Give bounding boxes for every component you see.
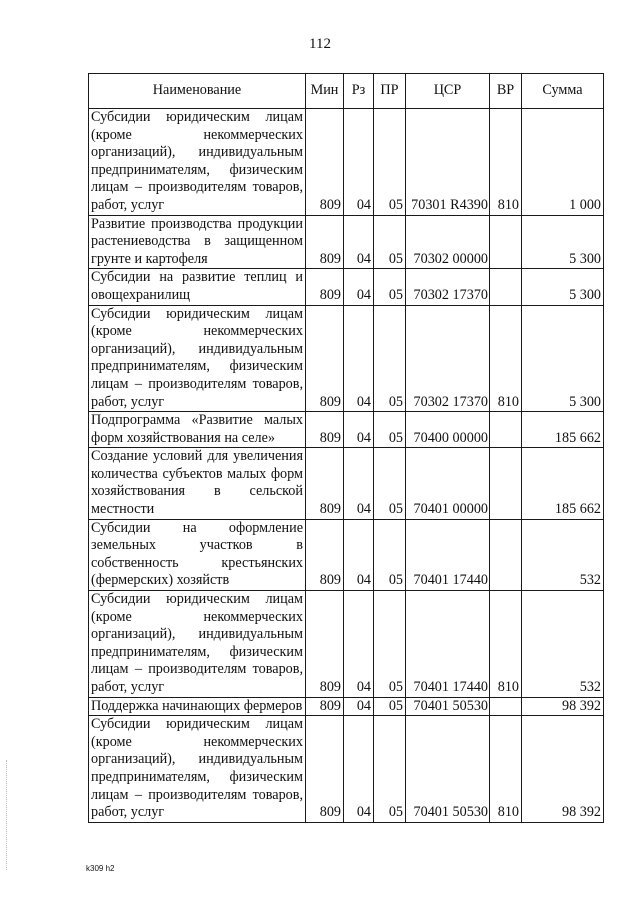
row-rz: 04 [344,448,374,519]
row-sum: 185 662 [522,412,604,448]
row-pr: 05 [374,697,406,716]
row-rz: 04 [344,412,374,448]
row-sum: 185 662 [522,448,604,519]
header-sum: Сумма [522,74,604,109]
row-sum: 5 300 [522,305,604,412]
row-csr: 70401 50530 [406,697,490,716]
row-pr: 05 [374,519,406,590]
row-vr [490,448,522,519]
row-vr: 810 [490,109,522,216]
table-row [89,109,604,216]
row-name: Создание условий для увеличения количества субъектов малых форм хозяйствования в сельской местности [89,448,306,519]
row-min: 809 [306,591,344,698]
row-rz: 04 [344,519,374,590]
row-sum: 532 [522,591,604,698]
table-row [89,591,604,698]
row-vr [490,697,522,716]
row-rz: 04 [344,215,374,269]
row-name: Субсидии юридическим лицам (кроме некоммерческих организаций), индивидуальным предпринимателям, физическим лицам – производителям товаров, работ, услуг [89,716,306,823]
table-row [89,448,604,519]
header-rz: Рз [344,74,374,109]
row-pr: 05 [374,109,406,216]
row-sum: 1 000 [522,109,604,216]
row-rz: 04 [344,269,374,305]
row-name: Субсидии юридическим лицам (кроме некоммерческих организаций), индивидуальным предпринимателям, физическим лицам – производителям товаров, работ, услуг [89,591,306,698]
row-min: 809 [306,697,344,716]
row-pr: 05 [374,591,406,698]
row-sum: 98 392 [522,697,604,716]
row-name: Поддержка начинающих фермеров [89,697,306,716]
row-min: 809 [306,412,344,448]
header-csr: ЦСР [406,74,490,109]
table-row [89,412,604,448]
table-row [89,697,604,716]
row-vr: 810 [490,591,522,698]
row-vr [490,412,522,448]
row-pr: 05 [374,215,406,269]
row-sum: 532 [522,519,604,590]
row-rz: 04 [344,591,374,698]
row-csr: 70302 17370 [406,269,490,305]
row-csr: 70401 50530 [406,716,490,823]
row-csr: 70401 00000 [406,448,490,519]
row-sum: 5 300 [522,269,604,305]
row-name: Субсидии на оформление земельных участков в собственность крестьянских (фермерских) хозяйств [89,519,306,590]
table-row [89,215,604,269]
scan-margin-marks [6,760,9,870]
header-vr: ВР [490,74,522,109]
row-min: 809 [306,269,344,305]
row-csr: 70401 17440 [406,591,490,698]
table-row [89,269,604,305]
table-row [89,716,604,823]
budget-table [88,73,604,823]
row-rz: 04 [344,716,374,823]
row-pr: 05 [374,305,406,412]
header-min: Мин [306,74,344,109]
row-name: Развитие производства продукции растениеводства в защищенном грунте и картофеля [89,215,306,269]
table-row [89,519,604,590]
row-csr: 70400 00000 [406,412,490,448]
row-rz: 04 [344,697,374,716]
row-vr: 810 [490,716,522,823]
row-min: 809 [306,448,344,519]
row-csr: 70401 17440 [406,519,490,590]
row-name: Субсидии на развитие теплиц и овощехранилищ [89,269,306,305]
row-rz: 04 [344,109,374,216]
row-csr: 70301 R4390 [406,109,490,216]
row-min: 809 [306,519,344,590]
header-name: Наименование [89,74,306,109]
row-vr [490,519,522,590]
row-min: 809 [306,215,344,269]
row-min: 809 [306,305,344,412]
row-min: 809 [306,716,344,823]
header-pr: ПР [374,74,406,109]
row-csr: 70302 00000 [406,215,490,269]
table-row [89,305,604,412]
row-vr [490,215,522,269]
row-name: Субсидии юридическим лицам (кроме некоммерческих организаций), индивидуальным предпринимателям, физическим лицам – производителям товаров, работ, услуг [89,109,306,216]
row-name: Подпрограмма «Развитие малых форм хозяйствования на селе» [89,412,306,448]
footer-document-code: k309 h2 [86,864,115,873]
row-vr [490,269,522,305]
row-pr: 05 [374,716,406,823]
row-pr: 05 [374,412,406,448]
table-header-row [89,74,604,109]
row-csr: 70302 17370 [406,305,490,412]
row-vr: 810 [490,305,522,412]
row-name: Субсидии юридическим лицам (кроме некоммерческих организаций), индивидуальным предпринимателям, физическим лицам – производителям товаров, работ, услуг [89,305,306,412]
row-sum: 5 300 [522,215,604,269]
row-pr: 05 [374,269,406,305]
row-pr: 05 [374,448,406,519]
page-number: 112 [309,36,331,52]
row-min: 809 [306,109,344,216]
row-sum: 98 392 [522,716,604,823]
row-rz: 04 [344,305,374,412]
